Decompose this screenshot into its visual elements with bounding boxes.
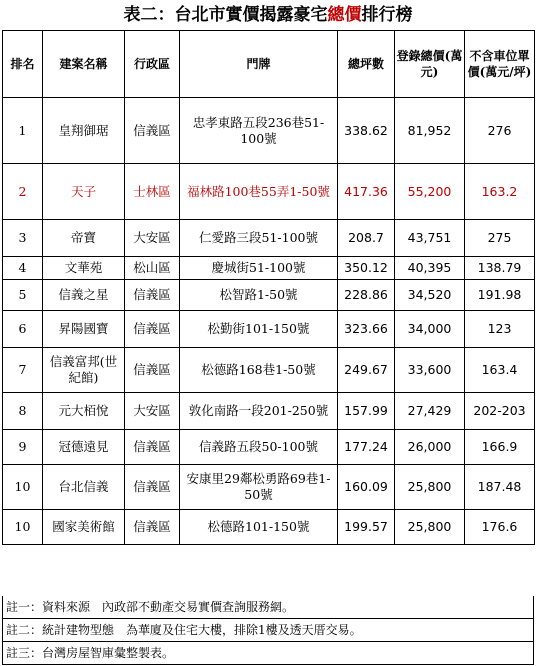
cell-rank: 9 [3, 430, 43, 465]
cell-area: 199.57 [338, 510, 395, 545]
cell-name: 國家美術館 [43, 510, 125, 545]
table-row [3, 430, 535, 465]
cell-district: 信義區 [125, 510, 180, 545]
cell-district: 信義區 [125, 98, 180, 164]
header-address: 門牌 [180, 31, 338, 98]
cell-rank: 3 [3, 220, 43, 257]
title-highlight: 總價 [327, 5, 362, 25]
table-row [3, 510, 535, 545]
cell-rank: 6 [3, 311, 43, 348]
cell-area: 177.24 [338, 430, 395, 465]
cell-district: 信義區 [125, 280, 180, 311]
cell-district: 大安區 [125, 393, 180, 430]
cell-area: 157.99 [338, 393, 395, 430]
cell-rank: 10 [3, 465, 43, 510]
cell-rank: 7 [3, 348, 43, 393]
cell-name: 信義之星 [43, 280, 125, 311]
cell-unit-price: 276 [465, 98, 535, 164]
cell-district: 士林區 [125, 164, 180, 220]
cell-name: 冠德遠見 [43, 430, 125, 465]
table-row [3, 348, 535, 393]
cell-rank: 5 [3, 280, 43, 311]
title-suffix: 排行榜 [361, 5, 413, 25]
cell-area: 160.09 [338, 465, 395, 510]
footnote: 註一：資料來源 內政部不動產交易實價查詢服務網。 [2, 596, 534, 619]
header-name: 建案名稱 [43, 31, 125, 98]
cell-unit-price: 275 [465, 220, 535, 257]
cell-rank: 2 [3, 164, 43, 220]
cell-name: 昇陽國寶 [43, 311, 125, 348]
table-row [3, 257, 535, 280]
cell-name: 信義富邦(世紀館) [43, 348, 125, 393]
cell-name: 元大栢悅 [43, 393, 125, 430]
header-rank: 排名 [3, 31, 43, 98]
cell-address: 敦化南路一段201-250號 [180, 393, 338, 430]
cell-district: 信義區 [125, 311, 180, 348]
cell-rank: 4 [3, 257, 43, 280]
cell-total-price: 25,800 [395, 510, 465, 545]
cell-district: 大安區 [125, 220, 180, 257]
cell-total-price: 26,000 [395, 430, 465, 465]
footnote: 註三：台灣房屋智庫彙整製表。 [2, 642, 534, 665]
cell-total-price: 27,429 [395, 393, 465, 430]
cell-name: 文華苑 [43, 257, 125, 280]
table-body [3, 98, 535, 545]
cell-unit-price: 163.2 [465, 164, 535, 220]
table-row [3, 220, 535, 257]
cell-total-price: 34,000 [395, 311, 465, 348]
header-unit-price: 不含車位單價(萬元/坪) [465, 31, 535, 98]
cell-unit-price: 138.79 [465, 257, 535, 280]
cell-name: 天子 [43, 164, 125, 220]
table-row [3, 98, 535, 164]
cell-address: 松勤街101-150號 [180, 311, 338, 348]
header-row [3, 31, 535, 98]
cell-area: 228.86 [338, 280, 395, 311]
cell-total-price: 43,751 [395, 220, 465, 257]
cell-area: 208.7 [338, 220, 395, 257]
cell-unit-price: 202-203 [465, 393, 535, 430]
cell-unit-price: 166.9 [465, 430, 535, 465]
cell-address: 松德路168巷1-50號 [180, 348, 338, 393]
cell-name: 台北信義 [43, 465, 125, 510]
cell-address: 福林路100巷55弄1-50號 [180, 164, 338, 220]
cell-unit-price: 191.98 [465, 280, 535, 311]
cell-unit-price: 176.6 [465, 510, 535, 545]
cell-address: 松智路1-50號 [180, 280, 338, 311]
cell-area: 350.12 [338, 257, 395, 280]
cell-total-price: 33,600 [395, 348, 465, 393]
cell-address: 安康里29鄰松勇路69巷1-50號 [180, 465, 338, 510]
cell-address: 仁愛路三段51-100號 [180, 220, 338, 257]
cell-name: 皇翔御琚 [43, 98, 125, 164]
cell-total-price: 81,952 [395, 98, 465, 164]
ranking-table [2, 30, 535, 545]
cell-district: 信義區 [125, 465, 180, 510]
cell-area: 417.36 [338, 164, 395, 220]
footnotes [2, 596, 534, 665]
cell-district: 信義區 [125, 430, 180, 465]
footnote: 註二：統計建物型態 為華廈及住宅大樓，排除1樓及透天厝交易。 [2, 619, 534, 642]
cell-rank: 1 [3, 98, 43, 164]
table-row [3, 311, 535, 348]
page-title [0, 0, 536, 30]
cell-unit-price: 123 [465, 311, 535, 348]
table-row [3, 393, 535, 430]
cell-district: 信義區 [125, 348, 180, 393]
cell-area: 249.67 [338, 348, 395, 393]
table-row [3, 465, 535, 510]
cell-total-price: 40,395 [395, 257, 465, 280]
cell-address: 松德路101-150號 [180, 510, 338, 545]
cell-area: 338.62 [338, 98, 395, 164]
header-area: 總坪數 [338, 31, 395, 98]
cell-unit-price: 187.48 [465, 465, 535, 510]
cell-address: 慶城街51-100號 [180, 257, 338, 280]
cell-address: 信義路五段50-100號 [180, 430, 338, 465]
cell-total-price: 34,520 [395, 280, 465, 311]
cell-name: 帝寶 [43, 220, 125, 257]
cell-rank: 10 [3, 510, 43, 545]
table-row [3, 280, 535, 311]
cell-unit-price: 163.4 [465, 348, 535, 393]
cell-total-price: 55,200 [395, 164, 465, 220]
title-prefix: 表二：台北市實價揭露豪宅 [123, 5, 328, 25]
cell-district: 松山區 [125, 257, 180, 280]
cell-total-price: 25,800 [395, 465, 465, 510]
header-district: 行政區 [125, 31, 180, 98]
cell-area: 323.66 [338, 311, 395, 348]
cell-address: 忠孝東路五段236巷51-100號 [180, 98, 338, 164]
table-row [3, 164, 535, 220]
cell-rank: 8 [3, 393, 43, 430]
header-total-price: 登錄總價(萬元) [395, 31, 465, 98]
